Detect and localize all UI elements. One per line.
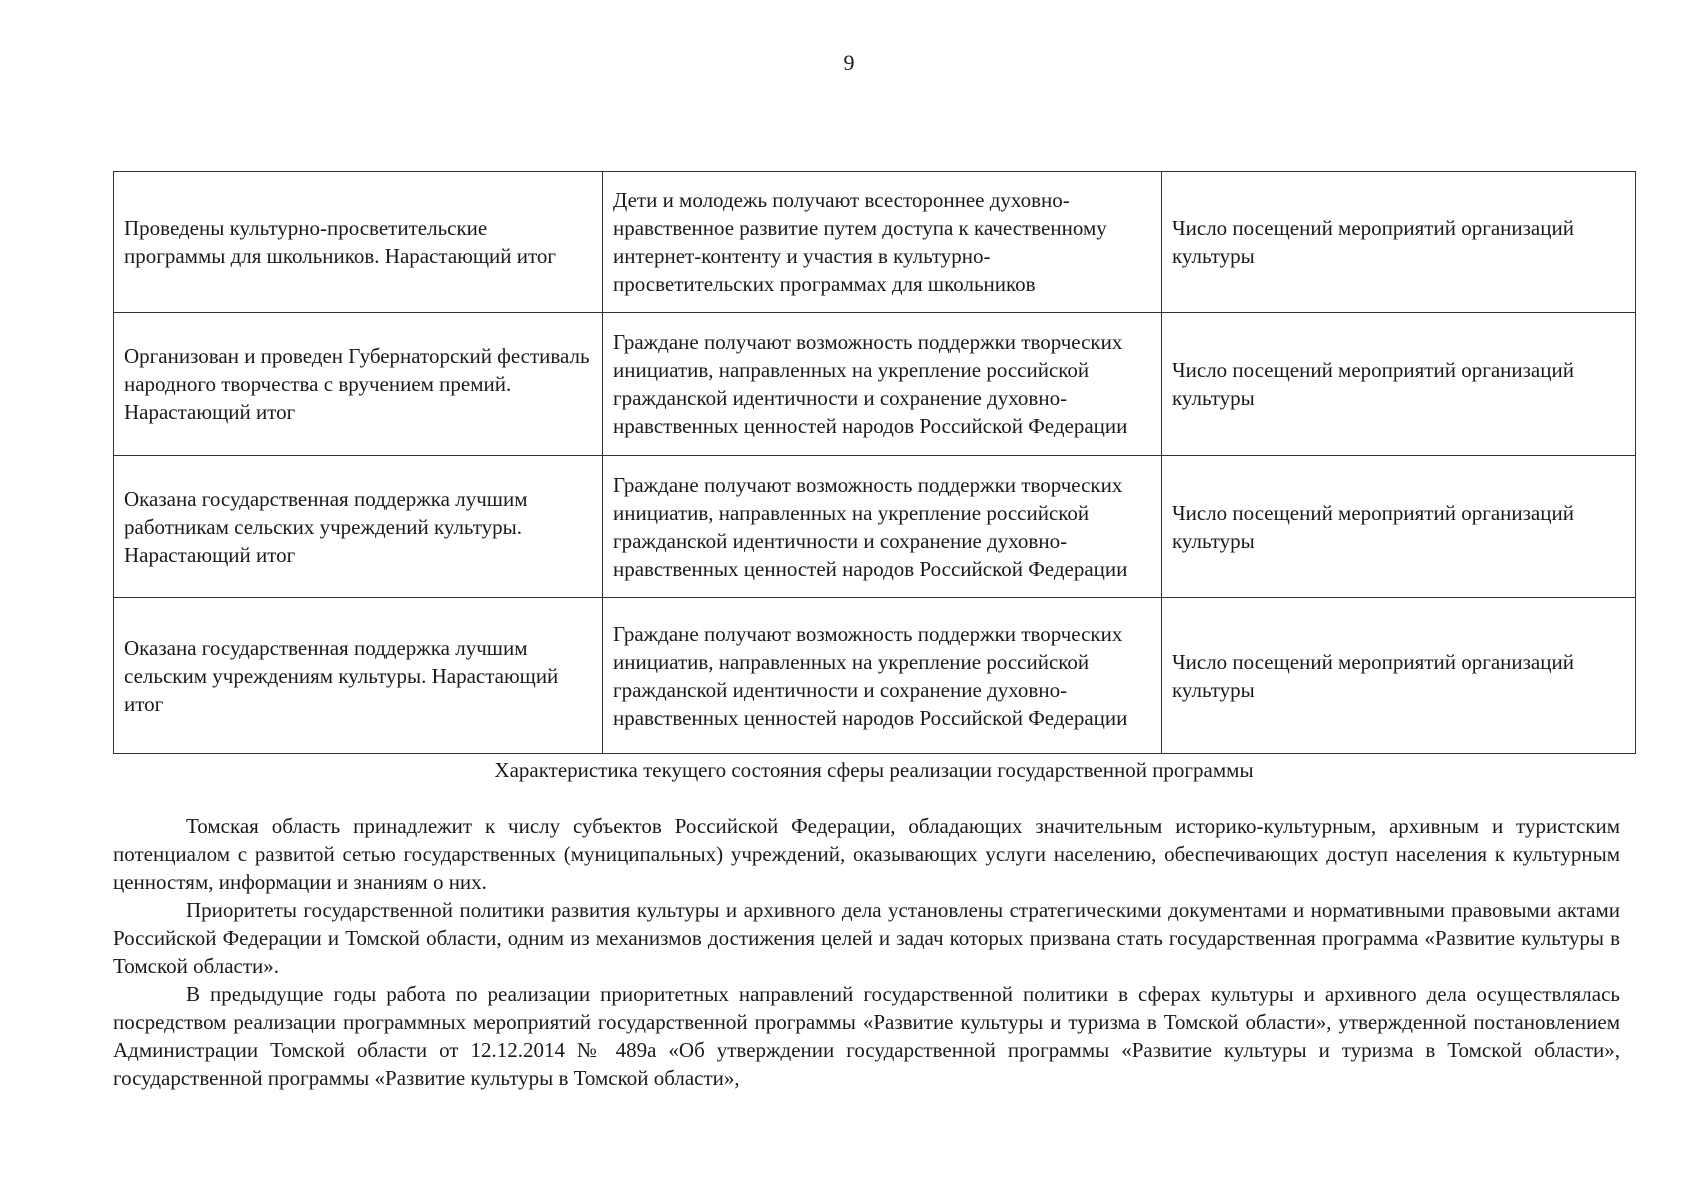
section-heading: Характеристика текущего состояния сферы реализации государственной программы [494,758,1254,782]
effect-cell: Дети и молодежь получают всестороннее духовно-нравственное развитие путем доступа к качественному интернет-контенту и участия в культурно-просветительских программах для школьников [603,172,1162,313]
page-number: 9 [843,50,855,75]
table-row [114,598,1636,754]
indicator-cell: Число посещений мероприятий организаций культуры [1162,456,1636,598]
effect-cell: Граждане получают возможность поддержки творческих инициатив, направленных на укрепление российской гражданской идентичности и сохранение духовно-нравственных ценностей народов Российской Федерации [603,313,1162,456]
paragraph: Приоритеты государственной политики развития культуры и архивного дела установлены стратегическими документами и нормативными правовыми актами Российской Федерации и Томской области, одним из механизмов достижения целей и задач которых призвана стать государственная программа «Развитие культуры в Томской области». [113,898,1620,978]
result-cell: Организован и проведен Губернаторский фестиваль народного творчества с вручением премий. Нарастающий итог [114,313,603,456]
table-row [114,313,1636,456]
indicator-cell: Число посещений мероприятий организаций культуры [1162,598,1636,754]
table-row [114,172,1636,313]
paragraph: Томская область принадлежит к числу субъектов Российской Федерации, обладающих значительным историко-культурным, архивным и туристским потенциалом с развитой сетью государственных (муниципальных) учреждений, оказывающих услуги населению, обеспечивающих доступ населения к культурным ценностям, информации и знаниям о них. [113,814,1620,894]
table-row [114,456,1636,598]
paragraph: В предыдущие годы работа по реализации приоритетных направлений государственной политики в сферах культуры и архивного дела осуществлялась посредством реализации программных мероприятий государственной программы «Развитие культуры и туризма в Томской области», утвержденной постановлением Администрации Томской области от 12.12.2014 № 489а «Об утверждении государственной программы «Развитие культуры и туризма в Томской области», государственной программы «Развитие культуры в Томской области», [113,982,1620,1090]
indicator-cell: Число посещений мероприятий организаций культуры [1162,172,1636,313]
result-cell: Оказана государственная поддержка лучшим сельским учреждениям культуры. Нарастающий итог [114,598,603,754]
indicator-cell: Число посещений мероприятий организаций культуры [1162,313,1636,456]
effect-cell: Граждане получают возможность поддержки творческих инициатив, направленных на укрепление российской гражданской идентичности и сохранение духовно-нравственных ценностей народов Российской Федерации [603,456,1162,598]
results-table [113,171,1636,754]
result-cell: Оказана государственная поддержка лучшим работникам сельских учреждений культуры. Нарастающий итог [114,456,603,598]
body-text [113,812,1620,1092]
effect-cell: Граждане получают возможность поддержки творческих инициатив, направленных на укрепление российской гражданской идентичности и сохранение духовно-нравственных ценностей народов Российской Федерации [603,598,1162,754]
result-cell: Проведены культурно-просветительские программы для школьников. Нарастающий итог [114,172,603,313]
